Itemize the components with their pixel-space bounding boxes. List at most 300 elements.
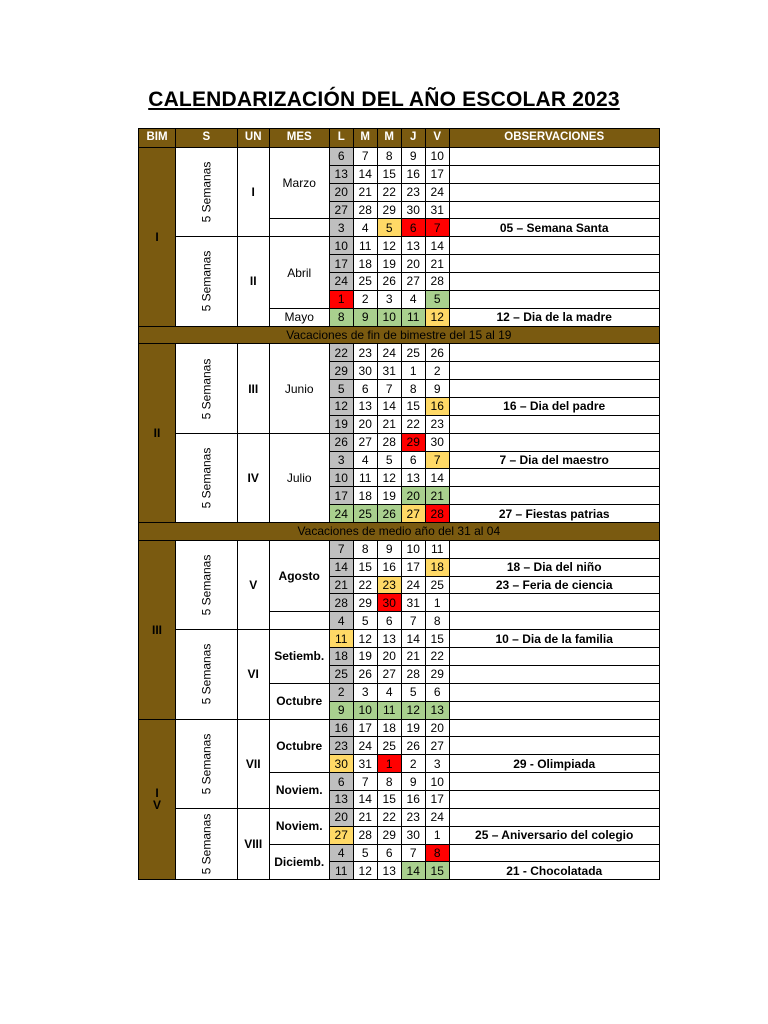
header-s: S <box>176 129 238 148</box>
day-cell: 26 <box>425 344 449 362</box>
day-cell: 22 <box>377 808 401 826</box>
week-row <box>139 808 660 826</box>
day-cell: 21 <box>377 415 401 433</box>
day-cell: 14 <box>401 862 425 880</box>
day-cell: 15 <box>425 862 449 880</box>
header-row <box>139 129 660 148</box>
day-cell: 12 <box>401 701 425 719</box>
weeks-count-text: 5 Semanas <box>199 447 214 509</box>
day-cell: 31 <box>377 362 401 380</box>
observation-cell <box>449 183 659 201</box>
day-cell: 15 <box>401 398 425 416</box>
unit-label: V <box>237 540 269 629</box>
day-cell: 19 <box>377 255 401 273</box>
observation-cell <box>449 648 659 666</box>
weeks-count-text: 5 Semanas <box>199 813 214 875</box>
unit-label: II <box>237 237 269 326</box>
day-cell: 1 <box>425 826 449 844</box>
observation-cell: 18 – Dia del niño <box>449 558 659 576</box>
day-cell: 15 <box>425 630 449 648</box>
day-cell: 10 <box>425 148 449 166</box>
day-cell: 19 <box>401 719 425 737</box>
day-cell: 8 <box>401 380 425 398</box>
day-cell: 24 <box>329 505 353 523</box>
day-cell: 3 <box>329 219 353 237</box>
page-title: CALENDARIZACIÓN DEL AÑO ESCOLAR 2023 <box>148 88 620 111</box>
day-cell: 25 <box>353 505 377 523</box>
day-cell: 30 <box>401 826 425 844</box>
day-cell: 12 <box>353 630 377 648</box>
day-cell: 28 <box>425 273 449 291</box>
day-cell: 12 <box>425 308 449 326</box>
day-cell: 28 <box>353 826 377 844</box>
day-cell: 24 <box>401 576 425 594</box>
day-cell: 13 <box>377 630 401 648</box>
header-m2: M <box>377 129 401 148</box>
day-cell: 22 <box>353 576 377 594</box>
day-cell: 14 <box>425 469 449 487</box>
day-cell: 20 <box>377 648 401 666</box>
week-row <box>139 433 660 451</box>
day-cell: 9 <box>425 380 449 398</box>
observation-cell <box>449 683 659 701</box>
observation-cell <box>449 362 659 380</box>
day-cell: 11 <box>329 862 353 880</box>
observation-cell: 27 – Fiestas patrias <box>449 505 659 523</box>
day-cell: 28 <box>329 594 353 612</box>
day-cell: 20 <box>425 719 449 737</box>
day-cell: 18 <box>425 558 449 576</box>
day-cell: 31 <box>425 201 449 219</box>
header-mes: MES <box>269 129 329 148</box>
day-cell: 29 <box>377 826 401 844</box>
day-cell: 27 <box>401 505 425 523</box>
day-cell: 23 <box>401 183 425 201</box>
day-cell: 27 <box>425 737 449 755</box>
observation-cell <box>449 415 659 433</box>
day-cell: 5 <box>329 380 353 398</box>
weeks-count-text: 5 Semanas <box>199 554 214 616</box>
day-cell: 5 <box>353 612 377 630</box>
month-label: Agosto <box>269 540 329 611</box>
observation-cell <box>449 380 659 398</box>
day-cell: 6 <box>401 219 425 237</box>
observation-cell <box>449 487 659 505</box>
weeks-count <box>176 237 238 326</box>
month-label <box>269 612 329 630</box>
month-label: Noviem. <box>269 773 329 809</box>
day-cell: 23 <box>353 344 377 362</box>
day-cell: 27 <box>329 826 353 844</box>
day-cell: 4 <box>329 612 353 630</box>
day-cell: 11 <box>377 701 401 719</box>
observation-cell: 16 – Dia del padre <box>449 398 659 416</box>
observation-cell: 10 – Dia de la familia <box>449 630 659 648</box>
observation-cell: 21 - Chocolatada <box>449 862 659 880</box>
day-cell: 20 <box>401 487 425 505</box>
day-cell: 7 <box>353 773 377 791</box>
day-cell: 9 <box>401 148 425 166</box>
day-cell: 14 <box>377 398 401 416</box>
day-cell: 2 <box>401 755 425 773</box>
day-cell: 13 <box>377 862 401 880</box>
day-cell: 22 <box>329 344 353 362</box>
observation-cell <box>449 201 659 219</box>
weeks-count <box>176 433 238 522</box>
day-cell: 26 <box>377 505 401 523</box>
header-m1: M <box>353 129 377 148</box>
observation-cell <box>449 665 659 683</box>
observation-cell: 05 – Semana Santa <box>449 219 659 237</box>
day-cell: 24 <box>353 737 377 755</box>
day-cell: 15 <box>353 558 377 576</box>
day-cell: 5 <box>401 683 425 701</box>
weeks-count <box>176 719 238 808</box>
day-cell: 14 <box>353 790 377 808</box>
day-cell: 23 <box>425 415 449 433</box>
observation-cell <box>449 433 659 451</box>
header-un: UN <box>237 129 269 148</box>
observation-cell: 25 – Aniversario del colegio <box>449 826 659 844</box>
day-cell: 8 <box>377 148 401 166</box>
day-cell: 2 <box>425 362 449 380</box>
day-cell: 6 <box>353 380 377 398</box>
day-cell: 21 <box>425 487 449 505</box>
day-cell: 16 <box>425 398 449 416</box>
day-cell: 13 <box>329 165 353 183</box>
day-cell: 7 <box>329 540 353 558</box>
observation-cell <box>449 844 659 862</box>
day-cell: 9 <box>353 308 377 326</box>
day-cell: 26 <box>377 273 401 291</box>
observation-cell: 29 - Olimpiada <box>449 755 659 773</box>
day-cell: 10 <box>401 540 425 558</box>
observation-cell <box>449 737 659 755</box>
header-j: J <box>401 129 425 148</box>
observation-cell <box>449 540 659 558</box>
day-cell: 3 <box>425 755 449 773</box>
day-cell: 12 <box>353 862 377 880</box>
day-cell: 27 <box>329 201 353 219</box>
unit-label: III <box>237 344 269 433</box>
day-cell: 1 <box>377 755 401 773</box>
day-cell: 11 <box>353 237 377 255</box>
day-cell: 8 <box>353 540 377 558</box>
day-cell: 16 <box>329 719 353 737</box>
day-cell: 30 <box>425 433 449 451</box>
day-cell: 15 <box>377 790 401 808</box>
observation-cell <box>449 237 659 255</box>
day-cell: 19 <box>353 648 377 666</box>
day-cell: 9 <box>377 540 401 558</box>
day-cell: 17 <box>425 165 449 183</box>
bimester-label <box>139 344 176 523</box>
observation-cell: 7 – Dia del maestro <box>449 451 659 469</box>
month-label: Abril <box>269 237 329 308</box>
day-cell: 30 <box>329 755 353 773</box>
day-cell: 29 <box>425 665 449 683</box>
bimester-label-part: I <box>155 786 159 801</box>
week-row <box>139 237 660 255</box>
day-cell: 4 <box>353 219 377 237</box>
day-cell: 11 <box>425 540 449 558</box>
day-cell: 14 <box>401 630 425 648</box>
unit-label: VI <box>237 630 269 719</box>
day-cell: 26 <box>329 433 353 451</box>
observation-cell <box>449 255 659 273</box>
day-cell: 18 <box>329 648 353 666</box>
day-cell: 10 <box>329 237 353 255</box>
month-label: Setiemb. <box>269 630 329 684</box>
day-cell: 8 <box>425 844 449 862</box>
day-cell: 13 <box>401 469 425 487</box>
day-cell: 3 <box>377 290 401 308</box>
day-cell: 24 <box>329 273 353 291</box>
day-cell: 29 <box>377 201 401 219</box>
day-cell: 29 <box>329 362 353 380</box>
day-cell: 13 <box>353 398 377 416</box>
day-cell: 20 <box>329 808 353 826</box>
vacation-row <box>139 326 660 344</box>
day-cell: 5 <box>377 451 401 469</box>
bimester-label-part: I <box>155 229 159 244</box>
day-cell: 9 <box>401 773 425 791</box>
week-row <box>139 540 660 558</box>
day-cell: 27 <box>377 665 401 683</box>
day-cell: 23 <box>329 737 353 755</box>
day-cell: 28 <box>353 201 377 219</box>
day-cell: 4 <box>329 844 353 862</box>
day-cell: 14 <box>425 237 449 255</box>
day-cell: 1 <box>329 290 353 308</box>
bimester-label-part: II <box>153 426 161 441</box>
day-cell: 15 <box>377 165 401 183</box>
week-row <box>139 630 660 648</box>
day-cell: 10 <box>425 773 449 791</box>
unit-label: VIII <box>237 808 269 879</box>
day-cell: 4 <box>401 290 425 308</box>
weeks-count <box>176 344 238 433</box>
day-cell: 22 <box>425 648 449 666</box>
day-cell: 17 <box>329 487 353 505</box>
unit-label: VII <box>237 719 269 808</box>
unit-label: I <box>237 148 269 237</box>
month-label: Noviem. <box>269 808 329 844</box>
observation-cell <box>449 469 659 487</box>
month-label: Julio <box>269 433 329 522</box>
day-cell: 24 <box>425 183 449 201</box>
day-cell: 17 <box>329 255 353 273</box>
month-label: Junio <box>269 344 329 433</box>
observation-cell <box>449 612 659 630</box>
day-cell: 25 <box>377 737 401 755</box>
day-cell: 22 <box>377 183 401 201</box>
day-cell: 26 <box>353 665 377 683</box>
header-v: V <box>425 129 449 148</box>
day-cell: 3 <box>329 451 353 469</box>
day-cell: 28 <box>425 505 449 523</box>
observation-cell <box>449 290 659 308</box>
day-cell: 13 <box>425 701 449 719</box>
day-cell: 8 <box>425 612 449 630</box>
observation-cell <box>449 719 659 737</box>
bimester-label <box>139 148 176 327</box>
day-cell: 20 <box>353 415 377 433</box>
day-cell: 21 <box>329 576 353 594</box>
day-cell: 2 <box>353 290 377 308</box>
day-cell: 4 <box>353 451 377 469</box>
observation-cell <box>449 790 659 808</box>
day-cell: 19 <box>329 415 353 433</box>
day-cell: 27 <box>353 433 377 451</box>
day-cell: 5 <box>425 290 449 308</box>
day-cell: 28 <box>401 665 425 683</box>
observation-cell <box>449 148 659 166</box>
day-cell: 21 <box>353 183 377 201</box>
day-cell: 9 <box>329 701 353 719</box>
header-observaciones: OBSERVACIONES <box>449 129 659 148</box>
observation-cell <box>449 773 659 791</box>
month-label <box>269 219 329 237</box>
calendar-body <box>139 148 660 880</box>
day-cell: 16 <box>401 790 425 808</box>
month-label: Octubre <box>269 683 329 719</box>
day-cell: 11 <box>353 469 377 487</box>
day-cell: 16 <box>377 558 401 576</box>
day-cell: 10 <box>329 469 353 487</box>
day-cell: 6 <box>329 148 353 166</box>
day-cell: 26 <box>401 737 425 755</box>
day-cell: 6 <box>425 683 449 701</box>
weeks-count <box>176 148 238 237</box>
day-cell: 24 <box>425 808 449 826</box>
day-cell: 3 <box>353 683 377 701</box>
header-l: L <box>329 129 353 148</box>
day-cell: 27 <box>401 273 425 291</box>
observation-cell <box>449 165 659 183</box>
unit-label: IV <box>237 433 269 522</box>
bimester-label <box>139 719 176 880</box>
day-cell: 22 <box>401 415 425 433</box>
day-cell: 8 <box>329 308 353 326</box>
day-cell: 5 <box>353 844 377 862</box>
day-cell: 4 <box>377 683 401 701</box>
bimester-label <box>139 540 176 719</box>
vacation-banner: Vacaciones de medio año del 31 al 04 <box>139 523 660 541</box>
day-cell: 13 <box>329 790 353 808</box>
day-cell: 1 <box>401 362 425 380</box>
observation-cell: 12 – Dia de la madre <box>449 308 659 326</box>
day-cell: 30 <box>401 201 425 219</box>
day-cell: 31 <box>353 755 377 773</box>
week-row <box>139 719 660 737</box>
day-cell: 25 <box>329 665 353 683</box>
day-cell: 12 <box>377 469 401 487</box>
day-cell: 6 <box>377 612 401 630</box>
day-cell: 6 <box>377 844 401 862</box>
weeks-count <box>176 630 238 719</box>
day-cell: 30 <box>353 362 377 380</box>
day-cell: 24 <box>377 344 401 362</box>
day-cell: 25 <box>425 576 449 594</box>
header-bim: BIM <box>139 129 176 148</box>
day-cell: 16 <box>401 165 425 183</box>
day-cell: 18 <box>377 719 401 737</box>
day-cell: 29 <box>401 433 425 451</box>
day-cell: 2 <box>329 683 353 701</box>
observation-cell <box>449 273 659 291</box>
day-cell: 20 <box>401 255 425 273</box>
weeks-count-text: 5 Semanas <box>199 643 214 705</box>
day-cell: 6 <box>329 773 353 791</box>
day-cell: 28 <box>377 433 401 451</box>
day-cell: 7 <box>401 612 425 630</box>
day-cell: 7 <box>377 380 401 398</box>
weeks-count-text: 5 Semanas <box>199 358 214 419</box>
day-cell: 30 <box>377 594 401 612</box>
day-cell: 7 <box>425 451 449 469</box>
observation-cell <box>449 808 659 826</box>
day-cell: 21 <box>401 648 425 666</box>
day-cell: 21 <box>353 808 377 826</box>
month-label: Diciemb. <box>269 844 329 880</box>
day-cell: 23 <box>401 808 425 826</box>
weeks-count-text: 5 Semanas <box>199 161 214 223</box>
day-cell: 25 <box>401 344 425 362</box>
day-cell: 7 <box>425 219 449 237</box>
month-label: Octubre <box>269 719 329 773</box>
day-cell: 17 <box>401 558 425 576</box>
day-cell: 10 <box>377 308 401 326</box>
bimester-label-part: V <box>152 798 161 813</box>
day-cell: 25 <box>353 273 377 291</box>
day-cell: 29 <box>353 594 377 612</box>
day-cell: 1 <box>425 594 449 612</box>
day-cell: 6 <box>401 451 425 469</box>
observation-cell: 23 – Feria de ciencia <box>449 576 659 594</box>
day-cell: 20 <box>329 183 353 201</box>
day-cell: 14 <box>353 165 377 183</box>
day-cell: 11 <box>401 308 425 326</box>
day-cell: 13 <box>401 237 425 255</box>
observation-cell <box>449 701 659 719</box>
day-cell: 7 <box>353 148 377 166</box>
day-cell: 18 <box>353 487 377 505</box>
day-cell: 17 <box>425 790 449 808</box>
week-row <box>139 148 660 166</box>
bimester-label-part: III <box>151 622 162 637</box>
day-cell: 21 <box>425 255 449 273</box>
month-label: Marzo <box>269 148 329 219</box>
day-cell: 11 <box>329 630 353 648</box>
school-calendar-table <box>138 128 660 880</box>
day-cell: 5 <box>377 219 401 237</box>
day-cell: 7 <box>401 844 425 862</box>
day-cell: 23 <box>377 576 401 594</box>
day-cell: 19 <box>377 487 401 505</box>
day-cell: 10 <box>353 701 377 719</box>
vacation-row <box>139 523 660 541</box>
weeks-count <box>176 540 238 629</box>
day-cell: 12 <box>377 237 401 255</box>
day-cell: 18 <box>353 255 377 273</box>
day-cell: 17 <box>353 719 377 737</box>
vacation-banner: Vacaciones de fin de bimestre del 15 al 19 <box>139 326 660 344</box>
day-cell: 12 <box>329 398 353 416</box>
weeks-count-text: 5 Semanas <box>199 251 214 312</box>
observation-cell <box>449 594 659 612</box>
month-label: Mayo <box>269 308 329 326</box>
